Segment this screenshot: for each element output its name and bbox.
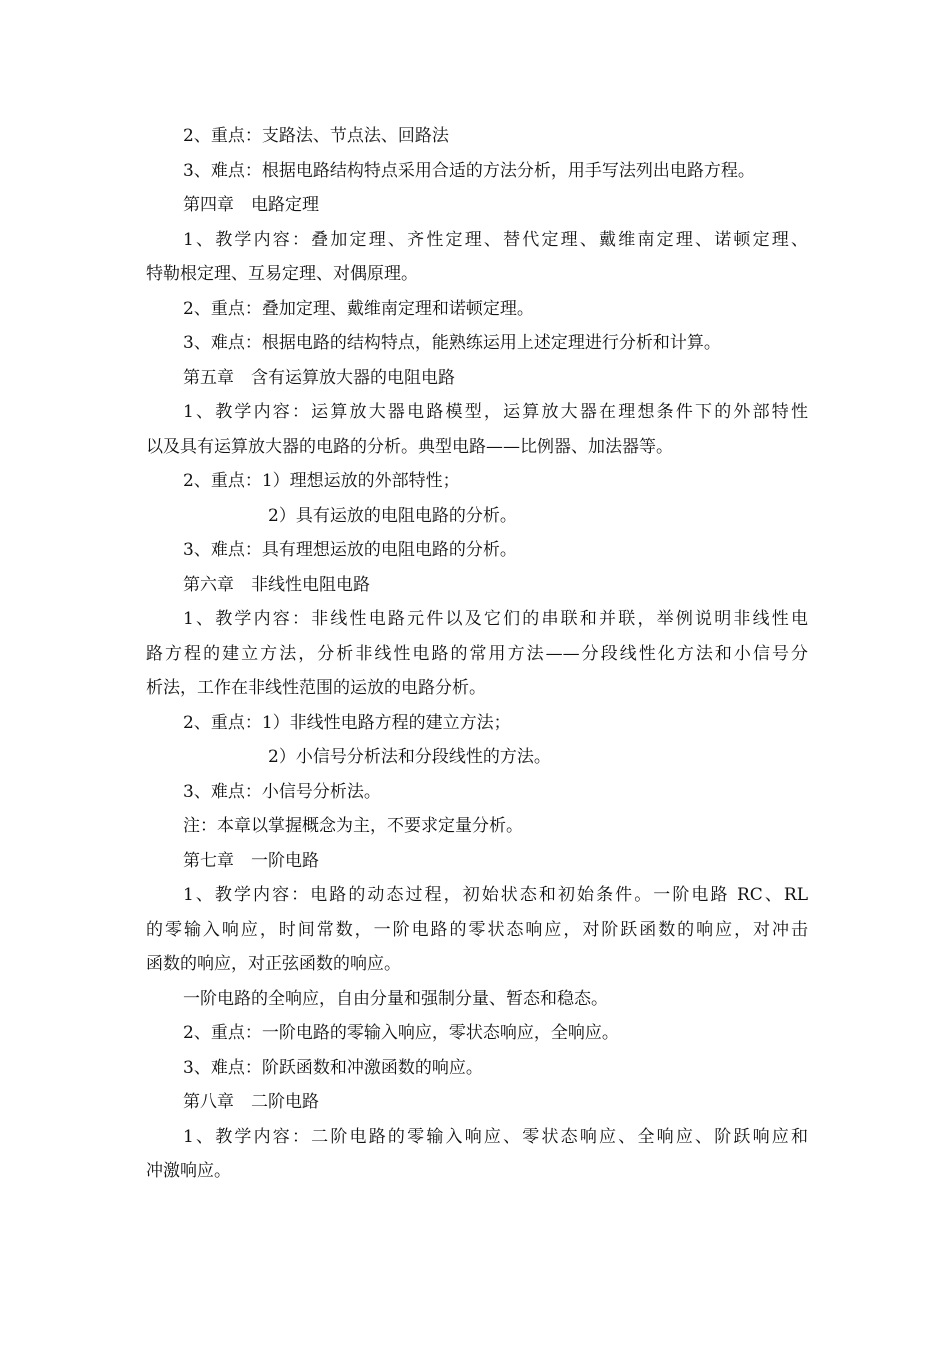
text-line: 1、教学内容：运算放大器电路模型，运算放大器在理想条件下的外部特性 bbox=[183, 402, 808, 422]
text-line: 析法，工作在非线性范围的运放的电路分析。 bbox=[146, 678, 486, 698]
text-line: 2、重点：1）非线性电路方程的建立方法； bbox=[183, 712, 511, 733]
text-line: 以及具有运算放大器的电路的分析。典型电路——比例器、加法器等。 bbox=[146, 436, 673, 457]
text-line: 2、重点：支路法、节点法、回路法 bbox=[183, 126, 449, 146]
text-line: 1、教学内容：二阶电路的零输入响应、零状态响应、全响应、阶跃响应和 bbox=[183, 1126, 808, 1147]
text-line: 1、教学内容：电路的动态过程，初始状态和初始条件。一阶电路 RC、RL bbox=[183, 885, 808, 905]
text-line: 冲激响应。 bbox=[146, 1161, 231, 1181]
text-line: 2）具有运放的电阻电路的分析。 bbox=[268, 505, 517, 526]
text-line: 3、难点：具有理想运放的电阻电路的分析。 bbox=[183, 540, 517, 560]
chapter-heading: 第八章 二阶电路 bbox=[183, 1092, 319, 1112]
document-body bbox=[146, 119, 808, 1189]
chapter-heading: 第四章 电路定理 bbox=[183, 195, 319, 215]
text-line: 2、重点：1）理想运放的外部特性； bbox=[183, 471, 460, 491]
chapter-heading: 第六章 非线性电阻电路 bbox=[183, 574, 370, 595]
text-line: 3、难点：根据电路的结构特点，能熟练运用上述定理进行分析和计算。 bbox=[183, 333, 721, 353]
text-line: 1、教学内容：非线性电路元件以及它们的串联和并联，举例说明非线性电 bbox=[183, 609, 808, 629]
text-line: 2、重点：一阶电路的零输入响应，零状态响应，全响应。 bbox=[183, 1023, 619, 1043]
text-line: 3、难点：阶跃函数和冲激函数的响应。 bbox=[183, 1057, 483, 1078]
note-line: 注：本章以掌握概念为主，不要求定量分析。 bbox=[183, 816, 523, 836]
chapter-heading: 第七章 一阶电路 bbox=[183, 850, 319, 871]
text-line: 的零输入响应，时间常数，一阶电路的零状态响应，对阶跃函数的响应，对冲击 bbox=[146, 919, 808, 940]
text-line: 函数的响应，对正弦函数的响应。 bbox=[146, 954, 401, 974]
text-line: 一阶电路的全响应，自由分量和强制分量、暂态和稳态。 bbox=[183, 988, 608, 1009]
text-line: 2）小信号分析法和分段线性的方法。 bbox=[268, 747, 551, 767]
chapter-heading: 第五章 含有运算放大器的电阻电路 bbox=[183, 367, 455, 388]
text-line: 特勒根定理、互易定理、对偶原理。 bbox=[146, 264, 418, 284]
text-line: 2、重点：叠加定理、戴维南定理和诺顿定理。 bbox=[183, 298, 534, 319]
text-line: 3、难点：根据电路结构特点采用合适的方法分析，用手写法列出电路方程。 bbox=[183, 160, 755, 181]
text-line: 3、难点：小信号分析法。 bbox=[183, 781, 381, 802]
text-line: 1、教学内容：叠加定理、齐性定理、替代定理、戴维南定理、诺顿定理、 bbox=[183, 229, 808, 250]
text-line: 路方程的建立方法，分析非线性电路的常用方法——分段线性化方法和小信号分 bbox=[146, 643, 808, 664]
